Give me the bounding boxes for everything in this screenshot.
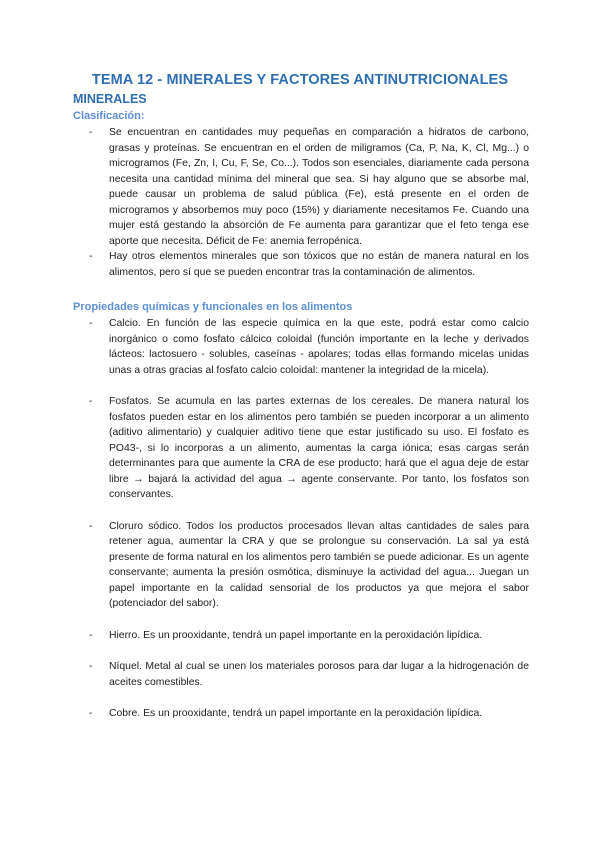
- list-item-text: Cobre. Es un prooxidante, tendrá un papel importante en la peroxidación lipídica.: [109, 708, 483, 719]
- list-item-text: Hierro. Es un prooxidante, tendrá un papel importante en la peroxidación lipídica.: [109, 629, 483, 641]
- list-item: [89, 249, 529, 280]
- bullet-dash: -: [89, 708, 93, 719]
- list-item: [89, 316, 529, 378]
- list-item-text: Níquel. Metal al cual se unen los materiales porosos para dar lugar a la hidrogenación de aceites comestibles.: [109, 661, 529, 688]
- list-item-text: Cloruro sódico. Todos los productos procesados llevan altas cantidades de sales para retener agua, aumentar la CRA y que se prolongue su conservación. La sal ya está presente de forma natural en los alimentos pero también se puede adicionar. Es un agente conservante; aumenta la presión osmótica, disminuye la actividad del agua... Juegan un papel importante en la calidad sensorial de los productos ya que mejora el sabor (potenciador del sabor).: [109, 520, 529, 609]
- list-item: [89, 659, 529, 690]
- list-item: [89, 628, 529, 644]
- subheading-clasificacion: Clasificación:: [73, 110, 145, 122]
- bullet-dash: -: [89, 318, 93, 329]
- list-item-text: Hay otros elementos minerales que son tóxicos que no están de manera natural en los alimentos, pero sí que se pueden encontrar tras la contaminación de alimentos.: [109, 251, 529, 278]
- list-item: [89, 394, 529, 503]
- bullet-dash: -: [89, 629, 93, 641]
- list-item-text: Fosfatos. Se acumula en las partes externas de los cereales. De manera natural los fosfatos pueden estar en los alimentos pero también se pueden incorporar a un alimento (aditivo alimentario) y cualquier aditivo tiene que estar justificado su uso. El fosfato es PO43-, si lo incorporas a un alimento, aumentas la carga iónica; esas cargas serán determinantes para que aumente la CRA de ese producto; hará que el agua deje de estar libre → bajará la actividad del agua → agente conservante. Por tanto, los fosfatos son conservantes.: [109, 396, 529, 500]
- list-item: [89, 519, 529, 612]
- bullet-dash: -: [89, 396, 93, 407]
- list-item: [89, 706, 529, 722]
- section-heading-minerales: MINERALES: [73, 92, 147, 106]
- list-item-text: Se encuentran en cantidades muy pequeñas en comparación a hidratos de carbono, grasas y proteínas. Se encuentran en el orden de miligramos (Ca, P, Na, K, Cl, Mg...) o microgramos (Fe, Zn, I, Cu, F, Se, Co...). Todos son esenciales, diariamente cada persona necesita una cantidad mínima del mineral que sea. Si hay alguno que se absorbe mal, puede causar un problema de salud pública (Fe), está presente en el orden de microgramos y absorbemos muy poco (15%) y diariamente necesitamos Fe. Cuando una mujer está gestando la absorción de Fe aumenta para garantizar que el feto tenga ese aporte que necesita. Déficit de Fe: anemia ferropénica.: [109, 127, 529, 247]
- bullet-dash: -: [89, 251, 93, 262]
- list-item-text: Calcio. En función de las especie química en la que este, podrá estar como calcio inorgánico o como fosfato cálcico coloidal (función importante en la leche y derivados lácteos: lactosuero - solubles, caseínas - apolares; todas ellas formando micelas unidas unas a otras gracias al fosfato calcio coloidal: mantener la integridad de la micela).: [109, 318, 529, 376]
- properties-list: [89, 316, 529, 722]
- bullet-dash: -: [89, 661, 93, 672]
- list-item: [89, 125, 529, 249]
- bullet-dash: -: [89, 520, 93, 532]
- document-title: TEMA 12 - MINERALES Y FACTORES ANTINUTRICIONALES: [91, 72, 509, 88]
- classification-list: [89, 125, 529, 280]
- subheading-propiedades: Propiedades químicas y funcionales en los alimentos: [73, 301, 353, 313]
- bullet-dash: -: [89, 127, 93, 138]
